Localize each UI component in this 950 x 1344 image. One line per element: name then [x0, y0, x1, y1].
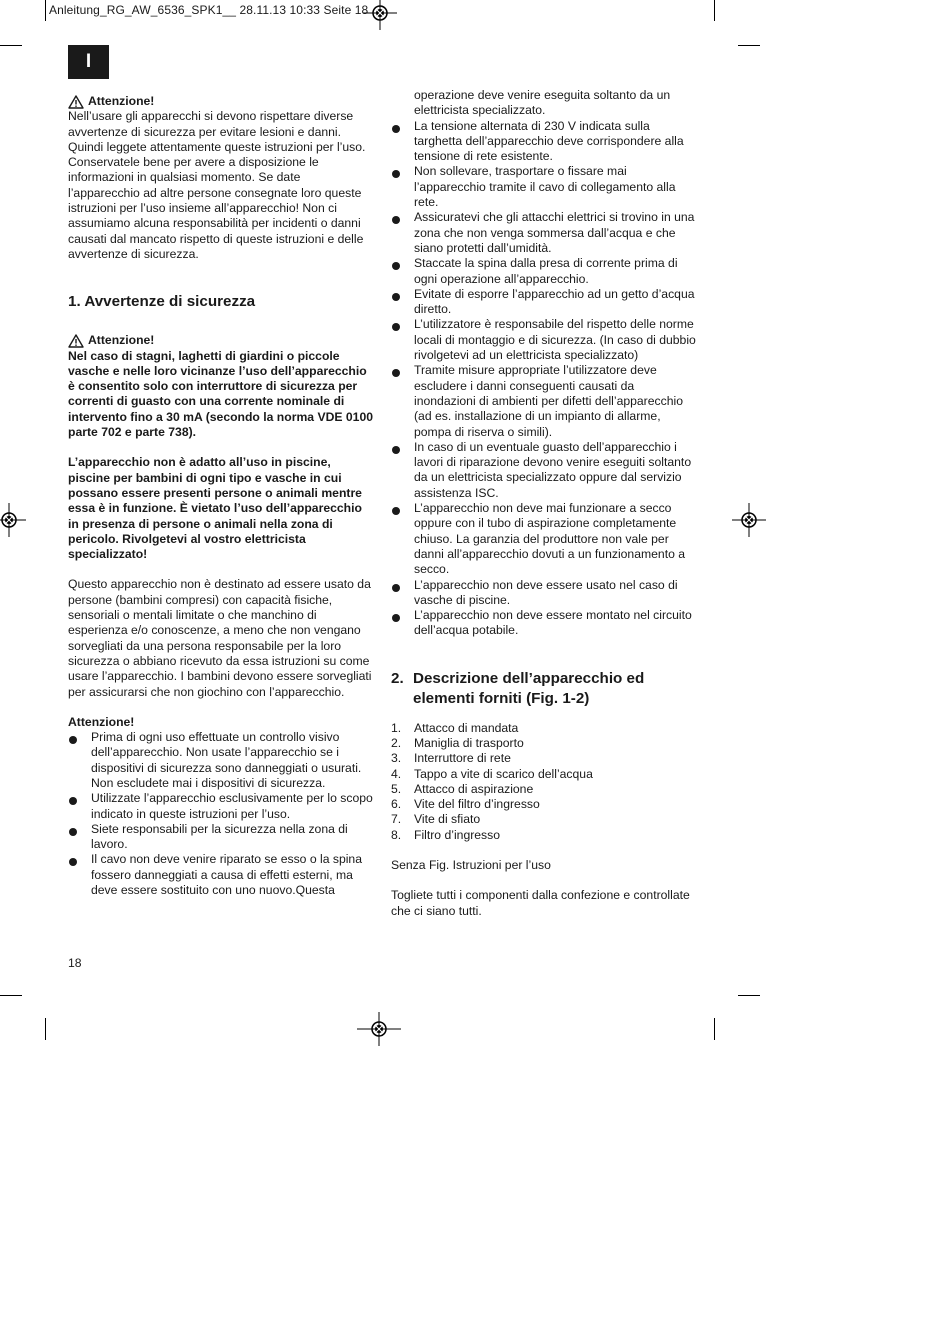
crop-mark	[45, 1018, 46, 1040]
registration-mark-icon	[363, 0, 397, 30]
list-item: La tensione alternata di 230 V indicata sulla targhetta dell’apparecchio deve corrispondere alla tensione di rete esistente.	[391, 119, 696, 165]
safety-bullet-list	[391, 119, 696, 639]
warning-triangle-icon	[68, 95, 84, 109]
crop-mark	[0, 995, 22, 996]
crop-mark	[714, 0, 715, 21]
left-column	[68, 94, 373, 898]
registration-mark-icon	[357, 1012, 401, 1046]
crop-mark	[714, 1018, 715, 1040]
print-slug: Anleitung_RG_AW_6536_SPK1__ 28.11.13 10:33 Seite 18	[49, 3, 369, 17]
warning-heading	[68, 333, 373, 348]
continuation-text: operazione deve venire eseguita soltanto da un elettricista specializzato.	[414, 88, 671, 118]
pool-warning-paragraph: L’apparecchio non è adatto all’uso in piscine, piscine per bambini di ogni tipo e vasche in cui possano essere presenti persone o animali mentre essa è in funzione. È vietato l’uso dell’apparecchio in presenza di persone o animali nella zona di pericolo. Rivolgetevi al vostro elettricista specializzato!	[68, 455, 362, 562]
safety-bullet-list	[68, 730, 373, 898]
list-item: Il cavo non deve venire riparato se esso o la spina fossero danneggiati a causa di effetti esterni, ma deve essere sostituito con uno nuovo.Questa	[68, 852, 373, 898]
crop-mark	[738, 45, 760, 46]
warning-title: Attenzione!	[88, 94, 155, 108]
list-item: In caso di un eventuale guasto dell’apparecchio i lavori di riparazione devono venire eseguiti soltanto da un elettricista specializzato oppure dal servizio assistenza ISC.	[391, 440, 696, 501]
registration-mark-icon	[732, 503, 766, 537]
note-text: Togliete tutti i componenti dalla confezione e controllate che ci siano tutti.	[391, 888, 690, 918]
section-title: Descrizione dell’apparecchio ed elementi forniti (Fig. 1-2)	[413, 669, 645, 707]
page-number: 18	[68, 956, 82, 970]
list-item: Utilizzate l’apparecchio esclusivamente per lo scopo indicato in queste istruzioni per l’uso.	[68, 791, 373, 822]
crop-mark	[45, 0, 46, 21]
list-item: 5. Attacco di aspirazione	[391, 781, 534, 796]
children-paragraph: Questo apparecchio non è destinato ad essere usato da persone (bambini compresi) con capacità fisiche, sensoriali o mentali limitate o che manchino di esperienza e/o conoscenze, a meno che non vengano sorvegliati da una persona responsabile per la loro sicurezza o abbiano ricevuto da essa istruzioni su come usare l’apparecchio. I bambini devono essere sorvegliati per assicurarsi che non giochino con l’apparecchio.	[68, 577, 372, 699]
attention-label: Attenzione!	[68, 714, 135, 729]
right-column	[391, 88, 696, 919]
list-item: 6. Vite del filtro d’ingresso	[391, 797, 540, 812]
list-item: L’apparecchio non deve essere montato nel circuito dell’acqua potabile.	[391, 608, 696, 639]
intro-paragraph: Nell’usare gli apparecchi si devono rispettare diverse avvertenze di sicurezza per evitare lesioni e danni. Quindi leggete attentamente queste istruzioni per l’uso. Conservatele bene per avere a disposizione le informazioni in qualsiasi momento. Se date l’apparecchio ad altre persone consegnate loro queste istruzioni per l’uso insieme all’apparecchio! Non ci assumiamo alcuna responsabilità per incidenti o danni causati dal mancato rispetto di queste istruzioni e delle avvertenze di sicurezza.	[68, 109, 366, 261]
crop-mark	[738, 995, 760, 996]
crop-mark	[0, 45, 22, 46]
parts-list	[391, 721, 696, 843]
list-item: L’utilizzatore è responsabile del rispetto delle norme locali di montaggio e di sicurezza. (In caso di dubbio rivolgetevi ad un elettricista specializzato)	[391, 317, 696, 363]
list-item: 8. Filtro d’ingresso	[391, 827, 501, 842]
registration-mark-icon	[0, 503, 26, 537]
list-item: 1. Attacco di mandata	[391, 720, 519, 735]
list-item: 3. Interruttore di rete	[391, 751, 511, 766]
list-item: L’apparecchio non deve mai funzionare a secco oppure con il tubo di aspirazione completamente chiuso. La garanzia del produttore non vale per danni all’apparecchio dovuti a un funzionamento a secco.	[391, 501, 696, 577]
warning-heading	[68, 94, 373, 109]
section-heading-description	[391, 669, 696, 709]
section-heading-safety: 1. Avvertenze di sicurezza	[68, 293, 256, 311]
warning-title: Attenzione!	[88, 333, 155, 348]
list-item: Staccate la spina dalla presa di corrente prima di ogni operazione all’apparecchio.	[391, 256, 696, 287]
list-item: Tramite misure appropriate l’utilizzatore deve escludere i danni conseguenti causati da inondazioni di ambienti per difetti dell’apparecchio (ad es. installazione di un impianto di allarme, pompa di riserva o simili).	[391, 363, 696, 439]
list-item: Prima di ogni uso effettuate un controllo visivo dell’apparecchio. Non usate l’apparecchio se i dispositivi di sicurezza sono danneggiati o usurati. Non escludete mai i dispositivi di sicurezza.	[68, 730, 373, 791]
note-text: Senza Fig. Istruzioni per l’uso	[391, 858, 551, 873]
list-item: Evitate di esporre l’apparecchio ad un getto d’acqua diretto.	[391, 287, 696, 318]
list-item: Assicuratevi che gli attacchi elettrici si trovino in una zona che non venga sommersa dall’acqua e che siano protetti dall’umidità.	[391, 210, 696, 256]
warning-triangle-icon	[68, 334, 84, 348]
list-item: 4. Tappo a vite di scarico dell’acqua	[391, 766, 593, 781]
list-item: L’apparecchio non deve essere usato nel caso di vasche di piscine.	[391, 578, 696, 609]
list-item: 7. Vite di sfiato	[391, 812, 481, 827]
list-item: Non sollevare, trasportare o fissare mai l’apparecchio tramite il cavo di collegamento alla rete.	[391, 164, 696, 210]
list-item: 2. Maniglia di trasporto	[391, 735, 524, 750]
warning-paragraph: Nel caso di stagni, laghetti di giardini o piccole vasche e nelle loro vicinanze l’uso dell’apparecchio è consentito solo con interruttore di sicurezza per correnti di guasto con una corrente nominale di intervento fino a 30 mA (secondo la norma VDE 0100 parte 702 e parte 738).	[68, 348, 373, 440]
list-item: Siete responsabili per la sicurezza nella zona di lavoro.	[68, 822, 373, 853]
section-number: 2.	[391, 669, 404, 687]
language-marker: I	[68, 45, 109, 79]
